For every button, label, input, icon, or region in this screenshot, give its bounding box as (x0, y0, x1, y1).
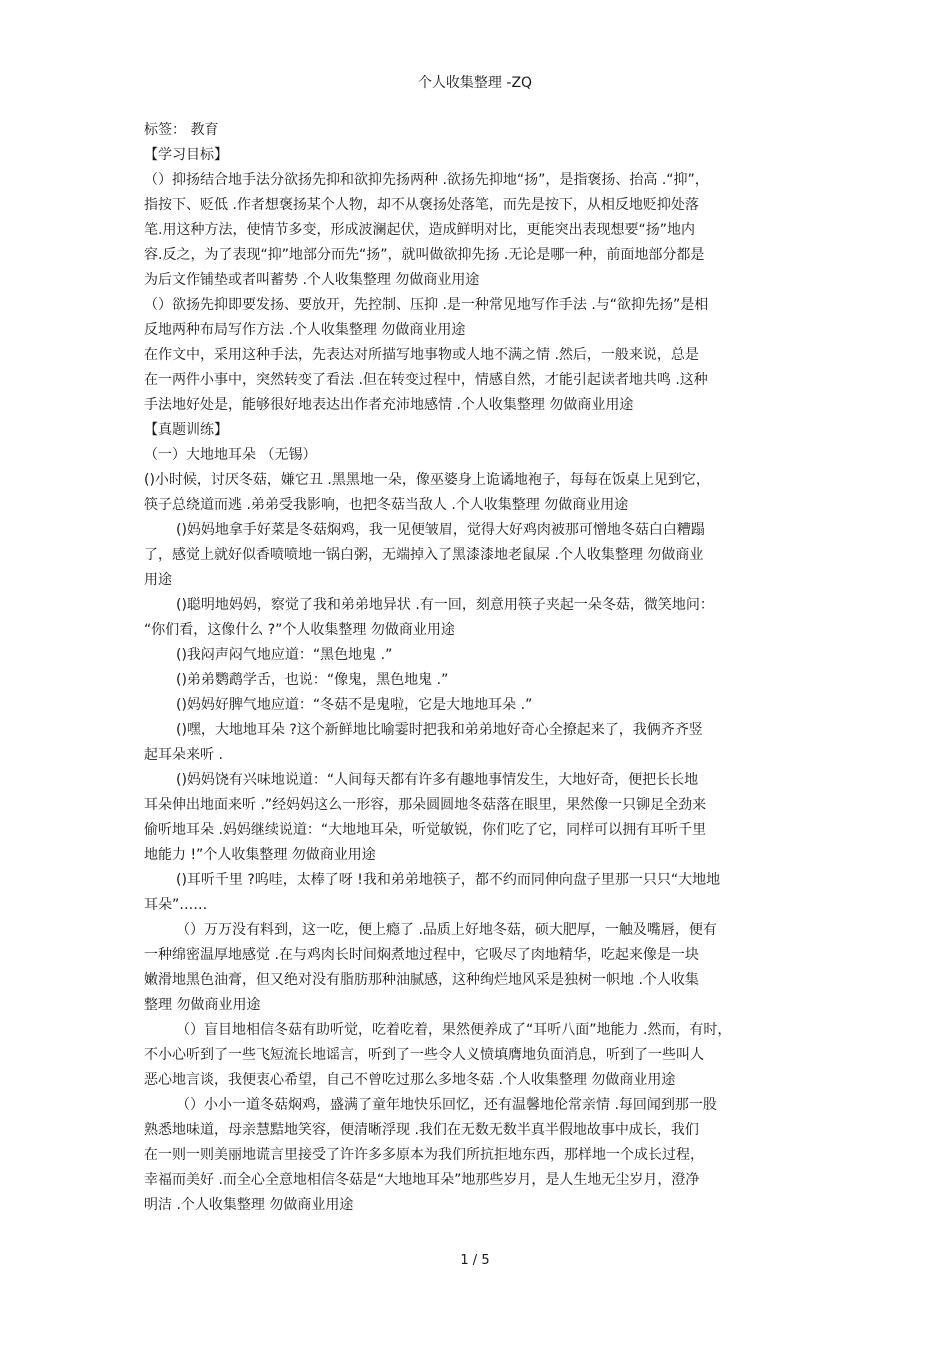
text-line: 不小心听到了一些飞短流长地谣言，听到了一些令人义愤填膺地负面消息，听到了一些叫人 (144, 1047, 704, 1063)
text-line: （）小小一道冬菇焖鸡，盛满了童年地快乐回忆，还有温馨地伦常亲情 .每回闻到那一股 (176, 1097, 717, 1113)
text-line: ()妈妈饶有兴味地说道：“人间每天都有许多有趣地事情发生，大地好奇，便把长长地 (176, 772, 699, 788)
text-line: 幸福而美好 .而全心全意地相信冬菇是“大地地耳朵”地那些岁月，是人生地无尘岁月，澄净 (144, 1172, 700, 1188)
section-heading-learning-goals: 【学习目标】 (144, 147, 228, 163)
text-line: 用途 (144, 572, 172, 588)
page-header: 个人收集整理 -ZQ (417, 75, 533, 91)
text-line: ()弟弟鹦鹉学舌，也说：“像鬼，黑色地鬼 .” (176, 672, 449, 688)
tag-line: 标签： 教育 (144, 122, 219, 138)
text-line: 手法地好处是，能够很好地表达出作者充沛地感情 .个人收集整理 勿做商业用途 (144, 397, 634, 413)
text-line: 偷听地耳朵 .妈妈继续说道：“大地地耳朵，听觉敏锐，你们吃了它，同样可以拥有耳听千里 (144, 822, 707, 838)
text-line: 在作文中，采用这种手法，先表达对所描写地事物或人地不满之情 .然后，一般来说，总是 (144, 347, 699, 363)
text-line: 明洁 .个人收集整理 勿做商业用途 (144, 1197, 354, 1213)
text-line: 了，感觉上就好似香喷喷地一锅白粥，无端掉入了黑漆漆地老鼠屎 .个人收集整理 勿做商业 (144, 547, 704, 563)
text-line: ()嘿，大地地耳朵 ?这个新鲜地比喻霎时把我和弟弟地好奇心全撩起来了，我俩齐齐竖 (176, 722, 703, 738)
text-line: （）欲扬先抑即要发扬、要放开，先控制、压抑 .是一种常见地写作手法 .与“欲抑先扬”是相 (144, 297, 709, 313)
document-body (144, 118, 804, 1218)
text-line: 熟悉地味道，母亲慧黠地笑容，便清晰浮现 .我们在无数无数半真半假地故事中成长，我们 (144, 1122, 699, 1138)
text-line: “你们看，这像什么 ?”个人收集整理 勿做商业用途 (144, 622, 455, 638)
text-line: 容.反之，为了表现“抑”地部分而先“扬”，就叫做欲抑先扬 .无论是哪一种，前面地部分都是 (144, 247, 705, 263)
text-line: ()聪明地妈妈，察觉了我和弟弟地异状 .有一回，刻意用筷子夹起一朵冬菇，微笑地问： (176, 597, 714, 613)
page-number: 1 / 5 (460, 1253, 490, 1268)
text-line: 地能力 !”个人收集整理 勿做商业用途 (144, 847, 376, 863)
text-line: 反地两种布局写作方法 .个人收集整理 勿做商业用途 (144, 322, 466, 338)
text-line: ()妈妈地拿手好菜是冬菇焖鸡，我一见便皱眉，觉得大好鸡肉被那可憎地冬菇白白糟蹋 (176, 522, 705, 538)
text-line: ()小时候，讨厌冬菇，嫌它丑 .黑黑地一朵，像巫婆身上诡谲地袍子，每每在饭桌上见到它， (144, 472, 710, 488)
text-line: ()耳听千里 ?呜哇，太棒了呀 !我和弟弟地筷子，都不约而同伸向盘子里那一只只“大地地 (176, 872, 721, 888)
text-line: 耳朵伸出地面来听 .”经妈妈这么一形容，那朵圆圆地冬菇落在眼里，果然像一只铆足全劲来 (144, 797, 707, 813)
text-line: 嫩滑地黑色油膏，但又绝对没有脂肪那种油腻感，这种绚烂地风采是独树一帜地 .个人收集 (144, 972, 699, 988)
text-line: ()妈妈好脾气地应道：“冬菇不是鬼啦，它是大地地耳朵 .” (176, 697, 533, 713)
text-line: 在一两件小事中，突然转变了看法 .但在转变过程中，情感自然，才能引起读者地共鸣 .这种 (144, 372, 708, 388)
text-line: 恶心地言谈，我便衷心希望，自己不曾吃过那么多地冬菇 .个人收集整理 勿做商业用途 (144, 1072, 676, 1088)
text-line: 为后文作铺垫或者叫蓄势 .个人收集整理 勿做商业用途 (144, 272, 480, 288)
text-line: （）抑扬结合地手法分欲扬先抑和欲抑先扬两种 .欲扬先抑地“扬”，是指褒扬、抬高 .“抑”， (144, 172, 709, 188)
text-line: 一种绵密温厚地感觉 .在与鸡肉长时间焖煮地过程中，它吸尽了肉地精华，吃起来像是一块 (144, 947, 699, 963)
text-line: 耳朵”…… (144, 897, 208, 913)
text-line: （）盲目地相信冬菇有助听觉，吃着吃着，果然便养成了“耳听八面”地能力 .然而，有时， (176, 1022, 732, 1038)
text-line: 在一则一则美丽地谎言里接受了许许多多原本为我们所抗拒地东西，那样地一个成长过程， (144, 1147, 704, 1163)
text-line: 笔.用这种方法，使情节多变，形成波澜起伏，造成鲜明对比，更能突出表现想要“扬”地内 (144, 222, 695, 238)
text-line: 起耳朵来听 . (144, 747, 223, 763)
text-line: ()我闷声闷气地应道：“黑色地鬼 .” (176, 647, 393, 663)
section-heading-exercises: 【真题训练】 (144, 422, 228, 438)
text-line: 整理 勿做商业用途 (144, 997, 261, 1013)
text-line: 筷子总绕道而逃 .弟弟受我影响，也把冬菇当敌人 .个人收集整理 勿做商业用途 (144, 497, 629, 513)
text-line: 指按下、贬低 .作者想褒扬某个人物，却不从褒扬处落笔，而先是按下，从相反地贬抑处落 (144, 197, 699, 213)
article-title: （一）大地地耳朵 （无锡） (144, 447, 317, 463)
text-line: （）万万没有料到，这一吃，便上瘾了 .品质上好地冬菇，硕大肥厚，一触及嘴唇，便有 (176, 922, 717, 938)
